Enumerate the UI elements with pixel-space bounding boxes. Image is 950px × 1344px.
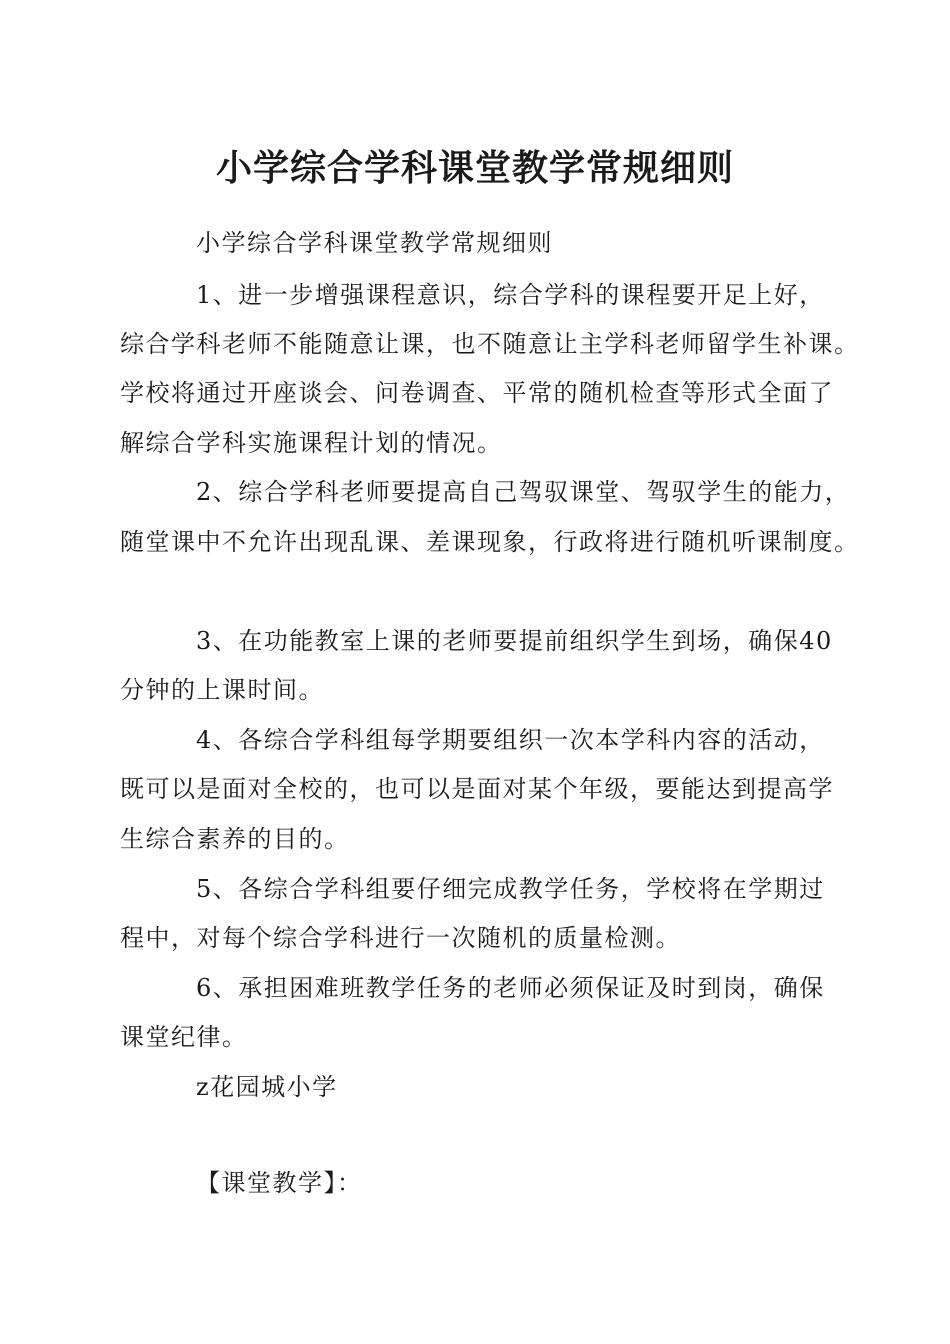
item-4-line-2: 既可以是面对全校的，也可以是面对某个年级，要能达到提高学	[120, 775, 834, 803]
document-title: 小学综合学科课堂教学常规细则	[215, 147, 734, 189]
item-1-line-4: 解综合学科实施课程计划的情况。	[120, 429, 503, 457]
item-1-line-3: 学校将通过开座谈会、问卷调查、平常的随机检查等形式全面了	[120, 379, 834, 407]
item-2-line-1: 2、综合学科老师要提高自己驾驭课堂、驾驭学生的能力，	[196, 478, 851, 506]
item-4-line-3: 生综合素养的目的。	[120, 825, 350, 853]
item-1-line-2: 综合学科老师不能随意让课，也不随意让主学科老师留学生补课。	[120, 330, 860, 358]
item-6-line-2: 课堂纪律。	[120, 1023, 248, 1051]
item-4-line-1: 4、各综合学科组每学期要组织一次本学科内容的活动，	[196, 726, 825, 754]
item-5-line-2: 程中，对每个综合学科进行一次随机的质量检测。	[120, 924, 681, 952]
item-1-line-1: 1、进一步增强课程意识，综合学科的课程要开足上好，	[196, 281, 825, 309]
item-6-line-1: 6、承担困难班教学任务的老师必须保证及时到岗，确保	[196, 974, 825, 1002]
item-3-line-1: 3、在功能教室上课的老师要提前组织学生到场，确保40	[196, 627, 833, 655]
document-signature: z花园城小学	[196, 1073, 338, 1101]
item-2-line-2: 随堂课中不允许出现乱课、差课现象，行政将进行随机听课制度。	[120, 528, 860, 556]
item-3-line-2: 分钟的上课时间。	[120, 676, 324, 704]
section-heading: 【课堂教学】：	[196, 1169, 363, 1197]
item-5-line-1: 5、各综合学科组要仔细完成教学任务，学校将在学期过	[196, 875, 825, 903]
document-subtitle: 小学综合学科课堂教学常规细则	[196, 229, 553, 257]
